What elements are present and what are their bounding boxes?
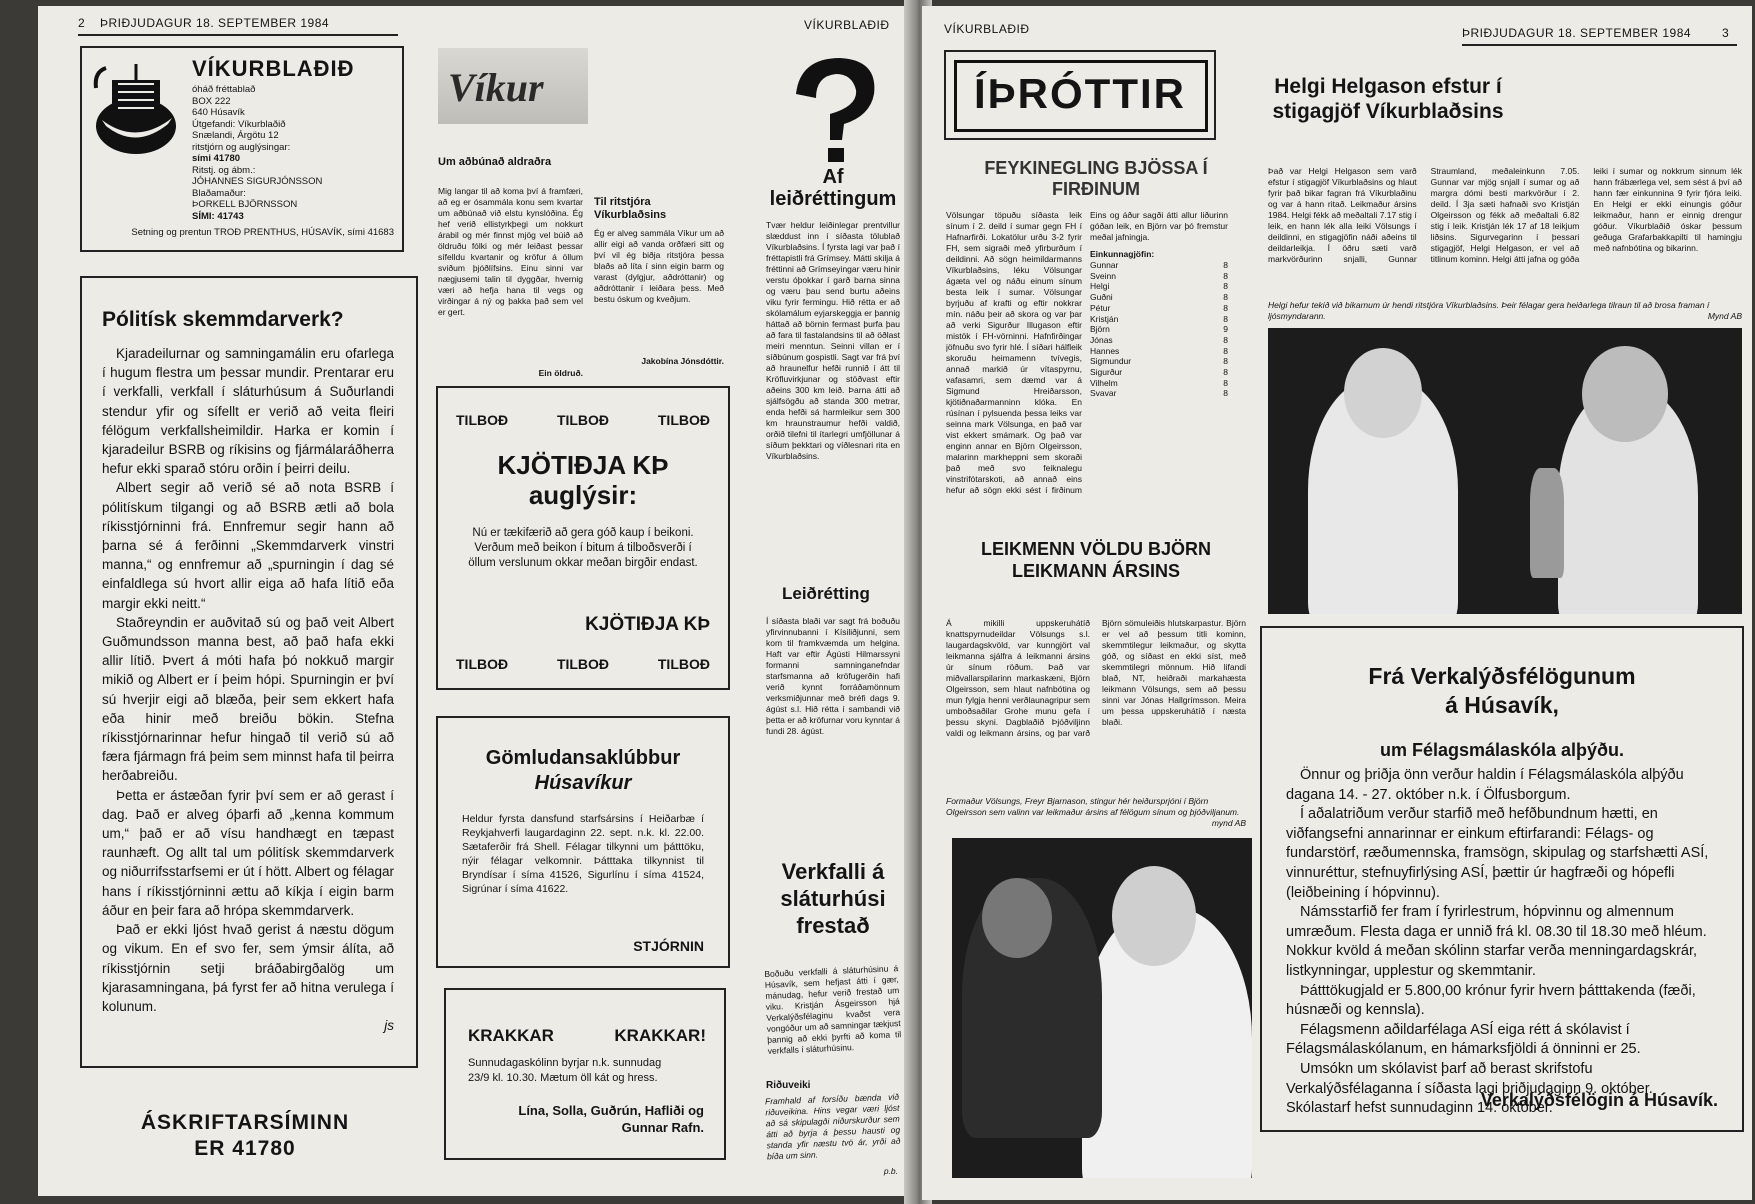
kjotidja-body: Nú er tækifærið að gera góð kaup í beikoni. Verðum með beikon í bitum á tilboðsverði í öllum verslunum okkar meðan birgðir endast. bbox=[468, 527, 698, 569]
player-name: Helgi bbox=[1090, 281, 1110, 292]
dance-signature: STJÓRNIN bbox=[633, 938, 704, 954]
player-rating-row bbox=[1090, 324, 1228, 335]
player-name: Hannes bbox=[1090, 345, 1120, 356]
kids-title-left: KRAKKAR bbox=[468, 1026, 554, 1045]
letter2-body: Ég er alveg sammála Víkur um að allir eigi að vanda orðfæri sitt og því vil ég biðja ritstjóra þessa blaðs að líta í sinn eigin barm og varast (dylgjur, aðdróttanir) og aðdróttanir í leiðara þess. Með bestu óskum og kveðjum. bbox=[594, 228, 724, 304]
running-head-left-right: VÍKURBLAÐIÐ bbox=[804, 18, 890, 32]
kids-body: Sunnudagaskólinn byrjar n.k. sunnudag 23/9 kl. 10.30. Mætum öll kát og hress. bbox=[468, 1057, 662, 1084]
correction-head: Af leiðréttingum bbox=[769, 166, 897, 210]
player-grade: 8 bbox=[1223, 270, 1228, 281]
player-rating-row bbox=[1090, 314, 1228, 325]
kids-title bbox=[468, 1026, 706, 1046]
subscription-line: ÁSKRIFTARSÍMINN bbox=[140, 1111, 350, 1134]
masthead-title: VÍKURBLAÐIÐ bbox=[192, 56, 355, 81]
helgi-caption-text: Helgi hefur tekið við bikarnum úr hendi ritstjóra Víkurblaðsins. Þeir félagar gera heiðarlega tilraun til að brosa framan í ljósmyndarann. bbox=[1268, 300, 1710, 321]
player-rating-row bbox=[1090, 367, 1228, 378]
letter2-signature: Jakobína Jónsdóttir. bbox=[641, 356, 724, 366]
sports-section-title: ÍÞRÓTTIR bbox=[974, 70, 1186, 117]
editorial-paragraph: Þetta er ástæðan fyrir því sem er að gerast í dag. Það er alveg óþarfi að „kenna kommum um,“ það er að vísu handhægt en tæpast raunhæft. Og allt tal um pólitísk skemmdarverk og niðurrifsstarfsemi er út í hött. Albert og félagar hans í ríkisstjórninni ættu að kíkja í eigin barm áður en þeir fara að hrópa skemmdarverk. bbox=[102, 787, 394, 918]
photo-face-right bbox=[1112, 866, 1196, 966]
kids-ad bbox=[444, 988, 726, 1160]
player-grade: 8 bbox=[1223, 334, 1228, 345]
union-paragraph: Þátttökugjald er 5.800,00 krónur fyrir hvern þátttakenda (fæði, húsnæði og kennsla). bbox=[1286, 982, 1696, 1019]
masthead-lines bbox=[192, 84, 392, 222]
player-rating-row bbox=[1090, 356, 1228, 367]
player-ratings bbox=[1090, 260, 1228, 399]
masthead-line: óháð fréttablað bbox=[192, 84, 256, 95]
player-grade: 8 bbox=[1223, 377, 1228, 388]
player-grade: 8 bbox=[1223, 367, 1228, 378]
player-grade: 9 bbox=[1223, 324, 1228, 335]
header-rule-right bbox=[1462, 44, 1737, 46]
page-number-left: 2 bbox=[78, 16, 86, 30]
player-grade: 8 bbox=[1223, 260, 1228, 270]
player-name: Jónas bbox=[1090, 334, 1113, 345]
tilbod-label: TILBOÐ bbox=[556, 656, 610, 672]
football-head: FEYKINEGLING BJÖSSA Í FIRÐINUM bbox=[984, 158, 1208, 199]
union-notice bbox=[1260, 626, 1744, 1132]
right-page bbox=[922, 6, 1752, 1200]
vikurbladid-logo-box bbox=[438, 48, 588, 124]
player-name: Sigmundur bbox=[1090, 356, 1132, 367]
union-paragraph: Félagsmenn aðildarfélaga ASÍ eiga rétt á skólavist í Félagsmálaskólanum, en hámarksfjöldi á önninni er 25. bbox=[1286, 1021, 1641, 1058]
sports-banner bbox=[944, 50, 1216, 140]
player-name: Pétur bbox=[1090, 302, 1111, 313]
union-head bbox=[1262, 662, 1742, 720]
union-subhead: um Félagsmálaskóla alþýðu. bbox=[1379, 740, 1625, 760]
union-paragraph: Í aðalatriðum verður starfið með hefðbundnum hætti, en viðfangsefni annarinnar er einkum eftirfarandi: Félags- og fundarstörf, ræðumennska, framsögn, skipulag og starfshætti ASÍ, vinnuréttur, stefnuyfirlýsing ASÍ, þættir úr hagfræði og hópefli (leiðbeining í hópvinnu). bbox=[1286, 806, 1709, 901]
riduveiki-signature: p.b. bbox=[883, 1166, 898, 1176]
trophy-icon bbox=[1530, 468, 1564, 578]
player-grade: 8 bbox=[1223, 345, 1228, 356]
player-name: Sveinn bbox=[1090, 270, 1116, 281]
player-rating-row bbox=[1090, 271, 1228, 282]
editorial-body bbox=[102, 344, 394, 1035]
player-grade: 8 bbox=[1223, 356, 1228, 367]
masthead-line: 640 Húsavík bbox=[192, 107, 245, 118]
dance-ad bbox=[436, 716, 730, 968]
subscription-line: ER 41780 bbox=[194, 1137, 296, 1160]
editorial-box bbox=[80, 276, 418, 1068]
masthead-line: Útgefandi: Víkurblaðið bbox=[192, 118, 286, 130]
editorial-paragraph: Albert segir að verið sé að nota BSRB í pólitískum tilgangi og að BSRB ætli að bola ríkisstjórninni frá. Ennfremur segir hann að þarna sé á ferðinni „Skemmdarverk vinstri manna,“ og ennfremur að „spurningin í dag sé einfaldlega sú hvort allir eiga að hafa lítið eða margir ekki neitt.“ bbox=[102, 480, 394, 611]
kids-title-right: KRAKKAR! bbox=[614, 1026, 706, 1045]
vikurbladid-logo-text: Víkur bbox=[448, 65, 544, 110]
player-name: Björn bbox=[1090, 324, 1110, 335]
letter2-head: Til ritstjóra Víkurblaðsins bbox=[594, 196, 667, 221]
dance-title bbox=[438, 746, 728, 796]
kids-signature: Lína, Solla, Guðrún, Hafliði og Gunnar Rafn. bbox=[518, 1103, 704, 1135]
ad-tilbod-row-top bbox=[456, 412, 710, 428]
leikmann-caption-text: Formaður Völsungs, Freyr Bjarnason, stingur hér heiðursprjóni í Björn Olgeirsson sem valinn var leikmaður ársins af félögum sínum og þjóðviljanum. bbox=[946, 796, 1240, 817]
player-name: Gunnar bbox=[1090, 260, 1119, 270]
masthead-line: sími 41780 bbox=[192, 153, 241, 164]
trophy-photo bbox=[1268, 328, 1742, 614]
player-rating-row bbox=[1090, 388, 1228, 399]
letter1-body: Mig langar til að koma því á framfæri, að eg er ósammála konu sem kvartar um aðbúnað við elstu kynslóðina. Ég hef verið ellistyrkþegi um nokkurt árabil og mér finnst mjög vel búið að öldruðu fólki og mér leiðast þessar sífelldu kvartanir og kröfur á öllum sviðum þjóðlífsins. Einu sinni var nægjusemi talin til dyggðar, hvernig væri að hefja hana til vegs og virðingar á ný og þakka það sem vel er gert. bbox=[438, 186, 583, 317]
player-name: Kristján bbox=[1090, 313, 1119, 324]
helgi-caption bbox=[1268, 300, 1742, 322]
dance-title-line: Húsavíkur bbox=[534, 772, 632, 794]
player-rating-row bbox=[1090, 346, 1228, 357]
player-grade: 8 bbox=[1223, 292, 1228, 303]
dance-title-line: Gömludansaklúbbur bbox=[485, 747, 681, 769]
tilbod-label: TILBOÐ bbox=[556, 412, 610, 428]
player-rating-row bbox=[1090, 378, 1228, 389]
player-name: Vilhelm bbox=[1090, 377, 1118, 388]
union-head-line: á Húsavík, bbox=[1445, 692, 1559, 718]
photo-face-left bbox=[1344, 348, 1422, 438]
award-photo bbox=[952, 838, 1252, 1178]
page-number-right: 3 bbox=[1722, 26, 1730, 40]
correction2-head: Leiðrétting bbox=[782, 584, 870, 603]
masthead-line: Snælandi, Árgötu 12 bbox=[192, 130, 279, 141]
riduveiki-body: Framhald af forsíðu bænda við riðuveikina. Hins vegar væri ljóst að sá skipulagði niðurskurður sem átti að byrja á þessu hausti og standa yfir næstu tvö ár, yrði að bíða um sinn. bbox=[764, 1091, 901, 1162]
player-name: Guðni bbox=[1090, 292, 1113, 303]
player-rating-row bbox=[1090, 260, 1228, 271]
union-head-line: Frá Verkalýðsfélögunum bbox=[1368, 663, 1636, 689]
running-head-right-left: VÍKURBLAÐIÐ bbox=[944, 22, 1030, 36]
football-body: Völsungar töpuðu síðasta leik sínum í 2. deild í sumar gegn FH í Hafnarfirði. Lokatölur urðu 3-2 fyrir FH, sem sigraði með yfirburðum í deildinni. Að sögn heimildarmanns Víkurblaðsins, léku Völsungar ágæta vel og náðu einum sínum besta leik í sumar. Völsungar byrjuðu af krafti og eftir nokkrar mín. náðu þeir að skora og var þar að verki Sigurður Illugason eftir mistök í FH-vörninni. Hafnfirðingar jöfnuðu svo fyrir hlé. Í síðari hálfleik skoruðu heimamenn tvívegis, annað markið úr vítaspyrnu, vafasamri, sem dæmd var á Sigmund Hreiðarsson, kjötiðnaðarmanninn klóka. En rúsínan í pylsuenda þessa leiks var seinna mark Völsunga, en það var vist ekkert smámark. Og það var enginn annar en Björn Olgeirsson, malarinn markheppni sem skoraði það með svo feiknalegu vinstrifótarskoti, að annað eins hefur að sögn ekki sést í firðinum bbox=[946, 210, 1082, 495]
kjotidja-signature: KJÖTIÐJA KÞ bbox=[585, 614, 710, 635]
masthead-box bbox=[80, 46, 404, 252]
masthead-line: JÓHANNES SIGURJÓNSSON bbox=[192, 176, 323, 187]
tilbod-label: TILBOÐ bbox=[456, 412, 509, 428]
union-paragraph: Umsókn um skólavist þarf að berast skrifstofu Verkalýðsfélaganna í síðasta lagi þriðjudaginn 9. október. Skólastarf hefst sunnudaginn 14. október. bbox=[1286, 1060, 1653, 1117]
helgi-credit: Mynd AB bbox=[1707, 311, 1742, 321]
tilbod-label: TILBOÐ bbox=[456, 656, 509, 672]
left-page bbox=[38, 6, 916, 1196]
union-paragraph: Námsstarfið fer fram í fyrirlestrum, hópvinnu og almennum umræðum. Flesta daga er unnið frá kl. 08.30 til 18.30 með hléum. Nokkur kvöld á meðan skólinn starfar verða menningardagskrár, listkynningar, upplestur og skemmtanir. bbox=[1286, 904, 1707, 979]
tilbod-label: TILBOÐ bbox=[657, 412, 710, 428]
masthead-printer: Setning og prentun TROÐ PRENTHUS, HÚSAVÍK, sími 41683 bbox=[131, 227, 394, 238]
kjotidja-ad bbox=[436, 386, 730, 690]
strike-body: Boðuðu verkfalli á sláturhúsinu á Húsavík, sem hefjast átti í gær, mánudag, hefur verið frestað um viku. Kristján Ásgeirsson hjá Verkalýðsfélaginu kvaðst vera vongóður um að samningar tækjust þannig að ekki þyrfti að koma til verkfalls í sláturhúsinu. bbox=[764, 963, 902, 1056]
player-name: Sigurður bbox=[1090, 367, 1123, 378]
tilbod-label: TILBOÐ bbox=[657, 656, 710, 672]
player-name: Svavar bbox=[1090, 388, 1117, 399]
leikmann-caption bbox=[946, 796, 1246, 829]
strike-head: Verkfalli á sláturhúsi frestað bbox=[780, 859, 886, 938]
player-rating-row bbox=[1090, 292, 1228, 303]
union-paragraph: Önnur og þriðja önn verður haldin í Félagsmálaskóla alþýðu dagana 14. - 27. október n.k. í Ölfusborgum. bbox=[1286, 767, 1684, 803]
running-head-left: ÞRIÐJUDAGUR 18. SEPTEMBER 1984 bbox=[100, 16, 330, 30]
viking-ship-logo bbox=[90, 58, 182, 158]
football-col2 bbox=[1090, 210, 1228, 399]
roster-title: Einkunnagjöfin: bbox=[1090, 249, 1155, 259]
player-grade: 8 bbox=[1223, 281, 1228, 292]
player-grade: 8 bbox=[1223, 388, 1228, 399]
player-grade: 8 bbox=[1223, 302, 1228, 313]
header-rule bbox=[78, 34, 398, 36]
editorial-paragraph: Kjaradeilurnar og samningamálin eru ofarlega í hugum flestra um þessar mundir. Prentarar eru í verkfalli, verkfall í sláturhúsum á Suðurlandi stendur yfir og sífellt er verið að veita fleiri félögum verkfallsheimildir. Harka er komin í kjaradeilur BSRB og ríkisins og fjármálaráðherra hefur ekki sparað stóru orðin í þeirri deilu. bbox=[102, 346, 394, 477]
masthead-line: ritstjórn og auglýsingar: bbox=[192, 141, 291, 153]
player-grade: 8 bbox=[1223, 313, 1228, 324]
helgi-head: Helgi Helgason efstur í stigagjöf Víkurblaðsins bbox=[1272, 75, 1504, 123]
editorial-paragraph: Staðreyndin er auðvitað sú og það veit Albert Guðmundsson manna best, að það hafa ekki allir lítið. Þvert á móti hafa þó nokkuð margir mikið og Albert er í þeim hópi. Spurningin er því sú hverjir eigi að blæða, þeir sem ekkert hafa eða hinir með breiðu bökin. Stefna ríkisstjórnarinnar hefur hingað til verið sú að færa fjármagn frá þeim sem minnst hafa til þeirra herðabreiðu. bbox=[102, 614, 394, 784]
player-rating-row bbox=[1090, 335, 1228, 346]
photo-face-left bbox=[982, 878, 1052, 958]
kjotidja-title-line: auglýsir: bbox=[528, 480, 638, 510]
riduveiki-head: Riðuveiki bbox=[766, 1080, 811, 1091]
editorial-paragraph: Það er ekki ljóst hvað gerist á næstu dögum og vikum. En ef svo fer, sem ýmsir álíta, að ríkisstjórnin setji bráðabirgðalög um kjarasamningana, þá fyrst fer að hitna verulega í kolunum. bbox=[102, 922, 394, 1014]
editorial-signature: js bbox=[384, 1018, 394, 1034]
question-mark-icon bbox=[786, 54, 886, 164]
letter1-head: Um aðbúnað aldraðra bbox=[438, 156, 552, 168]
union-signature: Verkalýðsfélögin á Húsavík. bbox=[1480, 1090, 1718, 1110]
editorial-title: Pólitísk skemmdarverk? bbox=[102, 308, 344, 331]
masthead-line: BOX 222 bbox=[192, 95, 231, 107]
football-body2: Eins og áður sagði átti allur liðurinn góðan leik, en Björn var þó fremstur meðal jafningja. bbox=[1090, 210, 1228, 242]
letter1-signature: Ein öldruð. bbox=[538, 368, 583, 378]
ad-tilbod-row-bottom bbox=[456, 656, 710, 672]
union-body bbox=[1286, 766, 1718, 1119]
masthead-line: ÞORKELL BJÖRNSSON bbox=[192, 199, 298, 210]
kjotidja-title-line: KJÖTIÐJA KÞ bbox=[497, 450, 669, 480]
masthead-line: SÍMI: 41743 bbox=[192, 210, 244, 222]
leikmann-body: Á mikilli uppskeruhátíð knattspyrnudeildar Völsungs s.l. laugardagskvöld, var kunngjört val leikmanna sjálfra á leikmanni ársins úr sínum röðum. Það var miðvallarspilarinn markaskæni, Björn Olgeirsson, sem hlaut nafnbótina og mun fylgja henni verðlaunagripur sem umboðsaðilar Grohe munu gefa í þessu skyni. Dagblaðið Þjóðviljinn valdi og leikmann ársins, og þar varð Björn sömuleiðis hlutskarpastur. Björn er vel að þessum titli kominn, skemmtilegur leikmaður, og skytta góð, og síðast en ekki síst, með skemmtilegri mönnum. Hið lifandi blað, NT, heiðraði markahæsta leikmann Völsungs, sem að þessu sinni var Jónas Hallgrímsson. Meira um þessa uppskeruhátíð í næsta blaði. bbox=[946, 618, 1246, 738]
player-rating-row bbox=[1090, 303, 1228, 314]
helgi-body: Það var Helgi Helgason sem varð efstur í stigagjöf Víkurblaðsins og hlaut fyrir það bikar fagran frá Víkurblaðinu og var á hann ritað. Leikmaður ársins 1984. Helgi fékk að meðaltali 7.17 stig í leik, en hann lék alla leiki Völsungs í deildinni, en stigagjöfin náði aðeins til deildarleikja. Í öðru sæti varð markvörðurinn snjalli, Gunnar Straumland, meðaleinkunn 7.05. Gunnar var mjög snjall í sumar og að margra dómi besti markvörður í 2. deild. Í 3ja sæti hafnaði svo Kristján Olgeirsson og fékk að meðaltali 6.82 stig í leik. Kristján lék 17 af 18 leikjum liðsins. Sigurvegarinn í þessari stigagjöf, Helgi Helgason, er vel að titlinum kominn. Helgi átti jafna og góða leiki í sumar og nokkrum sinnum lék hann frábærlega vel, sem sést á því að hann fær einkunnina 9 fyrir fjóra leiki. En Helgi er ekki einungis góður leikmaður, hann er einnig drengur góður. Víkurblaðið óskar þessum geðuga Grafarbakkapilti til hamingju með nafnbótina og bikarinn. bbox=[1268, 166, 1742, 264]
correction-body: Tvær heldur leiðinlegar prentvillur slæddust inn í síðasta tölublað Víkurblaðsins. Í fyrsta lagi var það í fréttapistli frá Grímsey. Mátti skilja á fréttinni að Grímseyingar væru hinir verstu óþokkar í garð barna sinna og væru þau send burtu aðeins viku fyrir fermingu. Hið rétta er að skólamálum eyjarskeggja er þannig háttað að börnin fermast þurfa þau að fara til fastalandsins til að öðlast meiri menntun. Seinni villan er í síðbúnum gospistli. Sagt var frá því að hraunelfur hefði runnið í átt til Kröfluvirkjunar og stöðvast eftir aðeins 300 km leið. Þarna átti að sjálfsögðu að standa 300 metrar, enda hefði sá harmleikur sem 300 km hraunstraumur hefði valdið, orðið tilefni til ítarlegri umfjöllunar á síðum þekktari og víðlesnari rita en Víkurblaðsins. bbox=[766, 220, 900, 461]
kjotidja-title bbox=[438, 450, 728, 510]
dance-body: Heldur fyrsta dansfund starfsársins í Heiðarbæ í Reykjahverfi laugardaginn 22. sept. n.k. kl. 22.00. Sætaferðir frá Shell. Félagar tilkynni um þátttöku, nýir félagar velkomnir. Þátttaka tilkynnist til Bryndísar í síma 41526, Sigurlínu í síma 41524, Sigrúnar í síma 41622. bbox=[462, 813, 704, 895]
subscription-notice bbox=[100, 1110, 390, 1162]
leikmann-head: LEIKMENN VÖLDU BJÖRN LEIKMANN ÁRSINS bbox=[980, 539, 1211, 581]
photo-face-right bbox=[1582, 346, 1668, 442]
masthead-line: Blaðamaður: bbox=[192, 187, 246, 199]
leikmann-credit: mynd AB bbox=[1211, 818, 1246, 828]
correction2-body: Í síðasta blaði var sagt frá boðuðu yfirvinnubanni í Kísiliðjunni, sem kom til framkvæmda um helgina. Haft var eftir Ágústi Hilmarssyni formanni samninganefndar starfsmanna að kröfugerðin hafi verið kynnt forráðamönnum verksmiðjunnar með bréfi dags 9. ágúst s.l. Hið rétta í sambandi við þetta er að kröfurnar voru kynntar á fundi 28. ágúst. bbox=[766, 616, 900, 736]
masthead-line: Ritstj. og ábm.: bbox=[192, 164, 256, 176]
player-rating-row bbox=[1090, 281, 1228, 292]
running-head-right: ÞRIÐJUDAGUR 18. SEPTEMBER 1984 bbox=[1462, 26, 1692, 40]
